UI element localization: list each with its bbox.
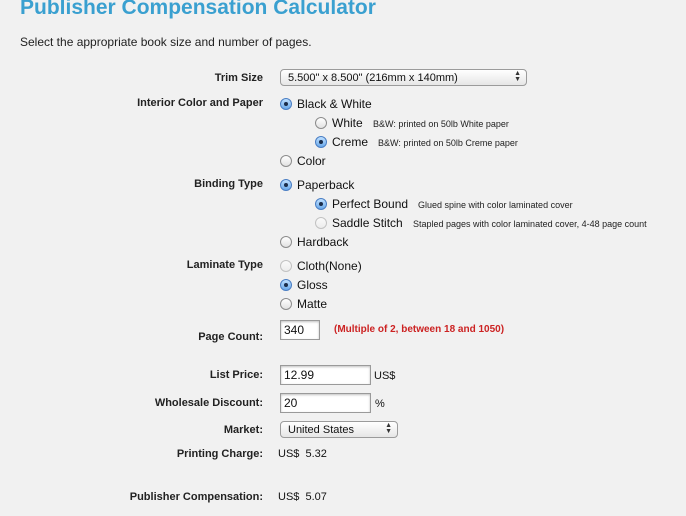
list-price-input[interactable]: 12.99 [280,365,371,385]
saddle-stitch-note: Stapled pages with color laminated cover, 4-48 page count [413,219,647,229]
creme-note: B&W: printed on 50lb Creme paper [378,138,518,148]
publisher-compensation-label: Publisher Compensation: [129,491,263,503]
page-title: Publisher Compensation Calculator [20,0,376,19]
publisher-compensation-value: US$ 5.07 [278,491,327,503]
bw-radio[interactable] [280,98,292,110]
color-option-label: Color [297,154,326,168]
matte-radio[interactable] [280,298,292,310]
cloth-radio[interactable] [280,260,292,272]
wholesale-discount-unit: % [375,398,385,410]
paperback-radio[interactable] [280,179,292,191]
binding-label: Binding Type [194,178,263,190]
saddle-stitch-radio[interactable] [315,217,327,229]
gloss-option-label: Gloss [297,278,328,292]
select-arrows-icon: ▲ ▼ [385,422,392,435]
gloss-radio[interactable] [280,279,292,291]
white-note: B&W: printed on 50lb White paper [373,119,509,129]
market-label: Market: [223,424,263,436]
market-select[interactable] [280,421,398,438]
creme-radio[interactable] [315,136,327,148]
list-price-label: List Price: [209,369,263,381]
select-arrows-icon: ▲ ▼ [514,70,521,83]
matte-option-label: Matte [297,297,328,311]
laminate-label: Laminate Type [186,259,263,271]
printing-charge-label: Printing Charge: [176,448,263,460]
page-count-hint: (Multiple of 2, between 18 and 1050) [334,324,505,335]
wholesale-discount-input[interactable]: 20 [280,393,371,413]
creme-option-label: Creme [332,135,369,149]
wholesale-discount-label: Wholesale Discount: [154,397,263,409]
page-count-label: Page Count: [198,331,263,343]
bw-option-label: Black & White [297,97,372,111]
interior-label: Interior Color and Paper [137,97,263,109]
hardback-option-label: Hardback [297,235,349,249]
trim-size-label: Trim Size [214,72,263,84]
perfect-bound-label: Perfect Bound [332,197,409,211]
cloth-option-label: Cloth(None) [297,259,362,273]
perfect-bound-radio[interactable] [315,198,327,210]
paperback-option-label: Paperback [297,178,355,192]
saddle-stitch-label: Saddle Stitch [332,216,403,230]
printing-charge-value: US$ 5.32 [278,448,327,460]
trim-size-value: 5.500" x 8.500" (216mm x 140mm) [288,72,458,84]
perfect-bound-note: Glued spine with color laminated cover [418,200,573,210]
white-radio[interactable] [315,117,327,129]
white-option-label: White [332,116,363,130]
market-value: United States [288,424,355,436]
list-price-unit: US$ [374,370,396,382]
color-radio[interactable] [280,155,292,167]
page-count-input[interactable]: 340 [280,320,320,340]
hardback-radio[interactable] [280,236,292,248]
intro-text: Select the appropriate book size and number of pages. [20,35,312,49]
trim-size-select[interactable] [280,69,527,86]
